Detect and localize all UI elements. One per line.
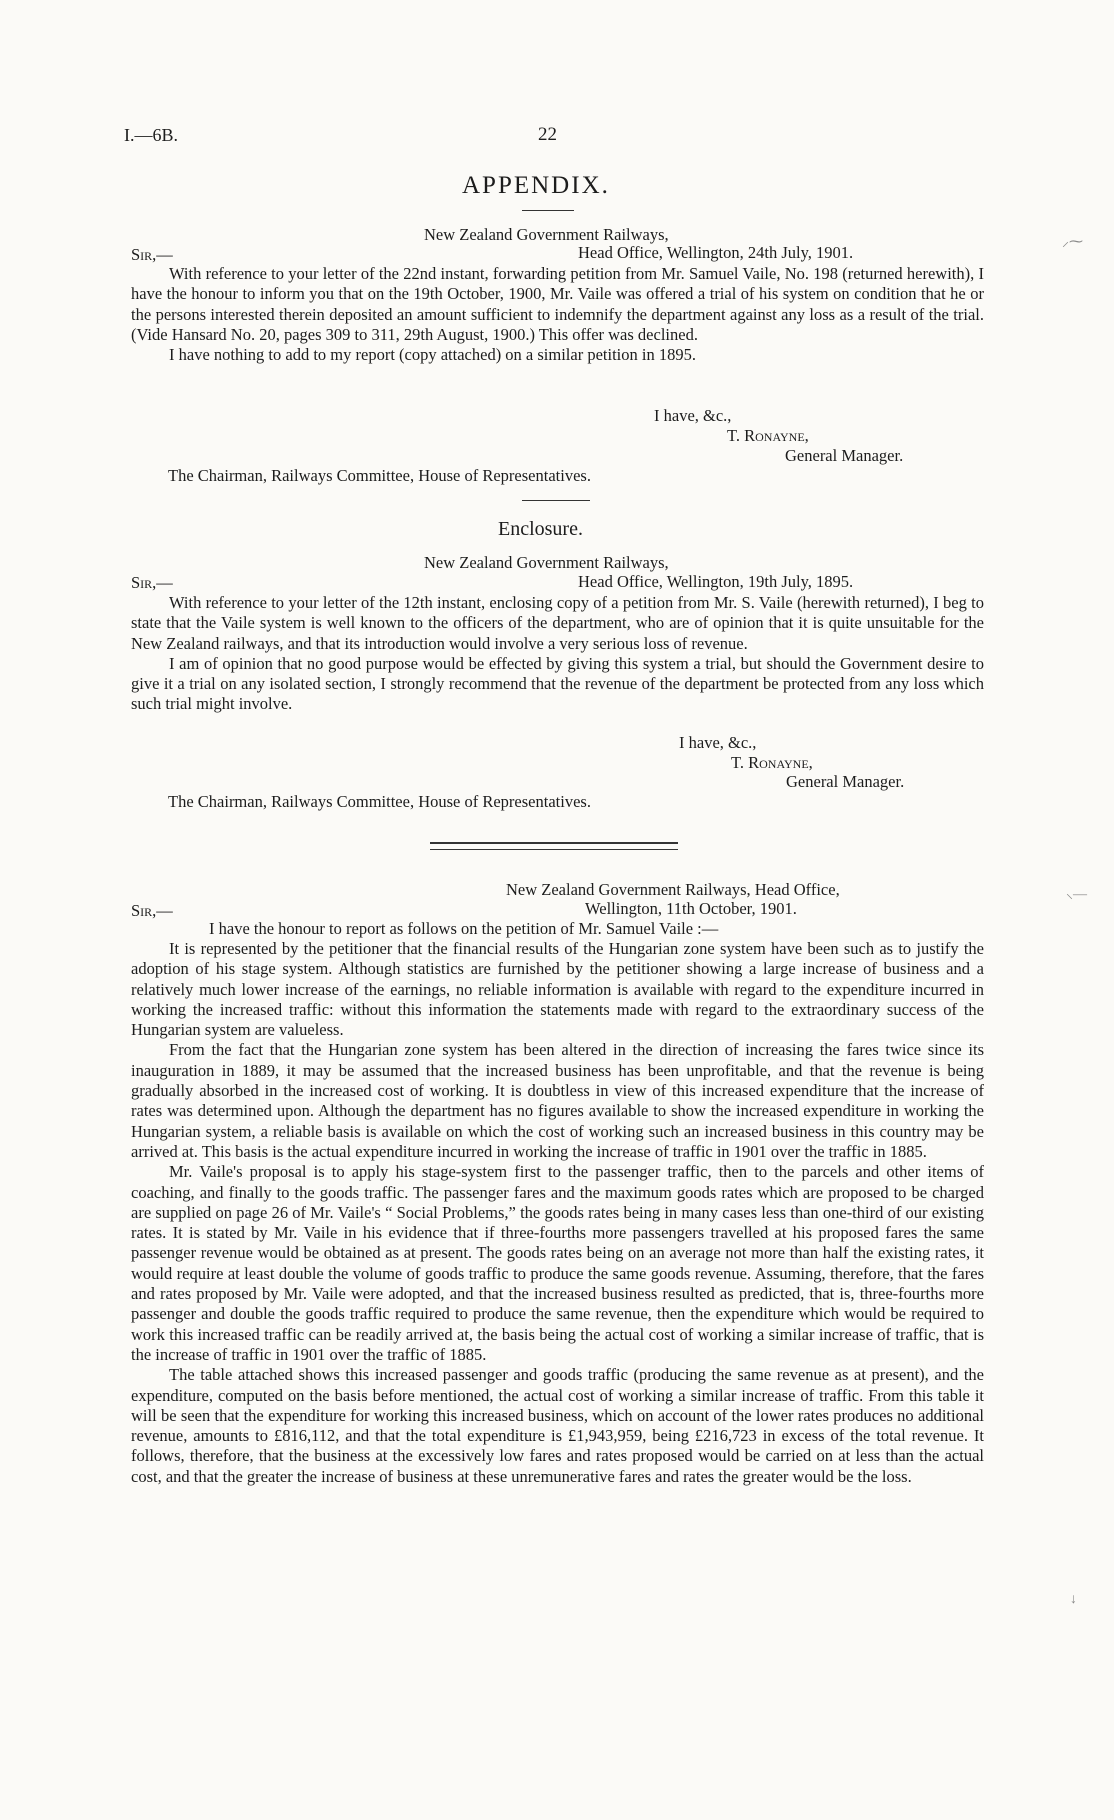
double-rule-top: [430, 842, 678, 844]
margin-pen-mark: ⸝⁓: [1062, 235, 1083, 250]
enclosure-signatory: T. Ronayne,: [731, 753, 813, 772]
letter1-body: [131, 264, 984, 365]
enclosure-heading: Enclosure.: [498, 518, 583, 540]
document-reference: I.—6B.: [124, 125, 178, 145]
letter1-signatory: T. Ronayne,: [727, 426, 809, 445]
letter2-paragraph: From the fact that the Hungarian zone system has been altered in the direction of increasing the fares twice since its inauguration in 1889, it may be assumed that the increased business has been unprofitable, and that the revenue is being gradually absorbed in the increased cost of working. It is doubtless in view of this increased expenditure that the increase of rates was determined upon. Although the department has no figures available to show the increased expenditure in working the Hungarian system, a reliable basis is available on which the cost of working such an increased business in this country may be arrived at. This basis is the actual expenditure incurred in working the increase of traffic in 1901 over the traffic in 1885.: [131, 1040, 984, 1161]
double-rule-bottom: [430, 849, 678, 850]
enclosure-salutation: Sir,—: [131, 573, 173, 592]
title-rule: [522, 210, 574, 211]
margin-pen-mark: ⸜—: [1066, 887, 1087, 902]
enclosure-addressee: The Chairman, Railways Committee, House of Representatives.: [168, 792, 591, 811]
letter1-salutation: Sir,—: [131, 245, 173, 264]
letter1-paragraph: I have nothing to add to my report (copy attached) on a similar petition in 1895.: [169, 345, 696, 365]
page-number: 22: [538, 124, 557, 145]
enclosure-paragraph: I am of opinion that no good purpose would be effected by giving this system a trial, but should the Government desire to give it a trial on any isolated section, I strongly recommend that the revenue of the department be protected from any loss which such trial might involve.: [131, 653, 984, 714]
enclosure-address-line1: New Zealand Government Railways,: [424, 553, 669, 572]
enclosure-closing: I have, &c.,: [679, 733, 757, 752]
letter1-addressee: The Chairman, Railways Committee, House of Representatives.: [168, 466, 591, 485]
enclosure-title: General Manager.: [786, 772, 905, 791]
section-rule: [522, 500, 590, 501]
margin-pen-mark: ↓: [1070, 1592, 1077, 1607]
letter2-paragraph: Mr. Vaile's proposal is to apply his stage-system first to the passenger traffic, then to the parcels and other items of coaching, and finally to the goods traffic. The passenger fares and the maximum goods rates which are proposed to be charged are supplied on page 26 of Mr. Vaile's “ Social Problems,” the goods rates being in many cases less than one-third of our existing rates. It is stated by Mr. Vaile in his evidence that if three-fourths more passengers travelled at his proposed fares the same passenger revenue would be obtained as at present. The goods rates being on an average not more than half the existing rates, it would require at least double the volume of goods traffic to produce the same goods revenue. Assuming, therefore, that the fares and rates proposed by Mr. Vaile were adopted, and that the increased business resulted as predicted, that is, three-fourths more passenger and double the goods traffic required to produce the same revenue, then the expenditure which would be required to work this increased traffic can be readily arrived at, the basis being the actual cost of working a similar increase of traffic, that is the increase of traffic in 1901 over the traffic of 1885.: [131, 1162, 984, 1364]
letter2-paragraph: It is represented by the petitioner that the financial results of the Hungarian zone system have been such as to justify the adoption of his stage system. Although statistics are furnished by the petitioner showing a large increase of business and a relatively much lower increase of the earnings, no reliable information is available with regard to the expenditure incurred in working the increased traffic: without this information the statements made with regard to the extraordinary success of the Hungarian system are valueless.: [131, 939, 984, 1040]
letter1-paragraph: With reference to your letter of the 22nd instant, forwarding petition from Mr. Samuel Vaile, No. 198 (returned herewith), I have the honour to inform you that on the 19th October, 1900, Mr. Vaile was offered a trial of his system on condition that he or the persons interested therein deposited an amount sufficient to indemnify the department against any loss as a result of the trial. (Vide Hansard No. 20, pages 309 to 311, 29th August, 1900.) This offer was declined.: [131, 264, 984, 344]
appendix-title: APPENDIX.: [462, 172, 610, 199]
letter2-address-line2: Wellington, 11th October, 1901.: [585, 899, 797, 918]
letter2-body: [131, 939, 984, 1487]
letter1-address-line1: New Zealand Government Railways,: [424, 225, 669, 244]
letter1-closing: I have, &c.,: [654, 406, 732, 425]
enclosure-address-line2: Head Office, Wellington, 19th July, 1895.: [578, 572, 854, 591]
enclosure-paragraph: With reference to your letter of the 12th instant, enclosing copy of a petition from Mr. S. Vaile (herewith returned), I beg to state that the Vaile system is well known to the officers of the department, who are of opinion that it is quite unsuitable for the New Zealand railways, and that its introduction would involve a very serious loss of revenue.: [131, 593, 984, 653]
letter2-paragraph: The table attached shows this increased passenger and goods traffic (producing the same revenue as at present), and the expenditure, computed on the basis before mentioned, the actual cost of working a similar increase of traffic. From this table it will be seen that the expenditure for working this increased business, which on account of the lower rates produces no additional revenue, amounts to £816,112, and that the total expenditure is £1,943,959, being £216,723 in excess of the total revenue. It follows, therefore, that the business at the excessively low fares and rates proposed would be carried on at less than the actual cost, and that the greater the increase of business at these unremunerative fares and rates the greater would be the loss.: [131, 1365, 984, 1486]
letter2-salutation: Sir,—: [131, 901, 173, 920]
letter1-address-line2: Head Office, Wellington, 24th July, 1901.: [578, 243, 854, 262]
letter2-address-line1: New Zealand Government Railways, Head Office,: [506, 880, 840, 899]
letter2-intro: I have the honour to report as follows on the petition of Mr. Samuel Vaile :—: [209, 919, 719, 938]
letter1-title: General Manager.: [785, 446, 904, 465]
enclosure-body: [131, 593, 984, 715]
